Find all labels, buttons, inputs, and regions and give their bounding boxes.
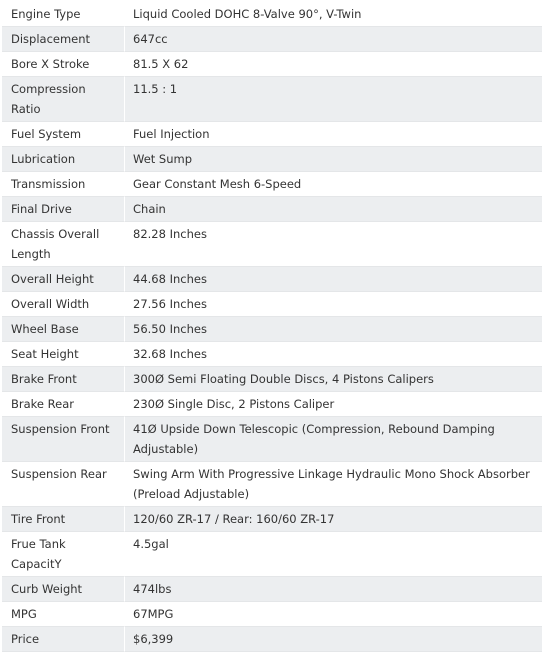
- spec-row: [2, 52, 542, 77]
- spec-row: [2, 197, 542, 222]
- spec-row: [2, 342, 542, 367]
- spec-value: 300Ø Semi Floating Double Discs, 4 Pistons Calipers: [124, 367, 542, 392]
- spec-label: Price: [2, 627, 124, 652]
- spec-row: [2, 417, 542, 462]
- spec-value: 474lbs: [124, 577, 542, 602]
- spec-label: Brake Rear: [2, 392, 124, 417]
- spec-value: 11.5 : 1: [124, 77, 542, 122]
- spec-label: Tire Front: [2, 507, 124, 532]
- spec-value: $6,399: [124, 627, 542, 652]
- spec-value: 67MPG: [124, 602, 542, 627]
- spec-label: Chassis Overall Length: [2, 222, 124, 267]
- spec-row: [2, 27, 542, 52]
- spec-value: Fuel Injection: [124, 122, 542, 147]
- spec-row: [2, 392, 542, 417]
- spec-value: Gear Constant Mesh 6-Speed: [124, 172, 542, 197]
- spec-label: Overall Height: [2, 267, 124, 292]
- spec-label: Suspension Rear: [2, 462, 124, 507]
- spec-label: Engine Type: [2, 2, 124, 27]
- spec-row: [2, 317, 542, 342]
- spec-label: Displacement: [2, 27, 124, 52]
- spec-row: [2, 2, 542, 27]
- spec-label: Brake Front: [2, 367, 124, 392]
- spec-label: Wheel Base: [2, 317, 124, 342]
- spec-value: Wet Sump: [124, 147, 542, 172]
- spec-value: 647cc: [124, 27, 542, 52]
- specifications-table-body: [2, 2, 542, 652]
- spec-row: [2, 77, 542, 122]
- spec-row: [2, 462, 542, 507]
- spec-label: Frue Tank CapacitY: [2, 532, 124, 577]
- spec-value: Chain: [124, 197, 542, 222]
- spec-row: [2, 532, 542, 577]
- spec-row: [2, 147, 542, 172]
- spec-row: [2, 367, 542, 392]
- spec-label: Seat Height: [2, 342, 124, 367]
- spec-row: [2, 122, 542, 147]
- spec-value: 27.56 Inches: [124, 292, 542, 317]
- spec-value: 32.68 Inches: [124, 342, 542, 367]
- specifications-table: [2, 2, 542, 652]
- spec-label: Curb Weight: [2, 577, 124, 602]
- spec-value: Swing Arm With Progressive Linkage Hydraulic Mono Shock Absorber (Preload Adjustable): [124, 462, 542, 507]
- spec-row: [2, 627, 542, 652]
- spec-value: Liquid Cooled DOHC 8-Valve 90°, V-Twin: [124, 2, 542, 27]
- spec-row: [2, 602, 542, 627]
- spec-label: Bore X Stroke: [2, 52, 124, 77]
- spec-label: Fuel System: [2, 122, 124, 147]
- spec-value: 44.68 Inches: [124, 267, 542, 292]
- spec-label: Final Drive: [2, 197, 124, 222]
- spec-row: [2, 292, 542, 317]
- spec-value: 120/60 ZR-17 / Rear: 160/60 ZR-17: [124, 507, 542, 532]
- spec-value: 56.50 Inches: [124, 317, 542, 342]
- spec-label: Lubrication: [2, 147, 124, 172]
- spec-row: [2, 577, 542, 602]
- spec-value: 81.5 X 62: [124, 52, 542, 77]
- spec-label: Suspension Front: [2, 417, 124, 462]
- spec-value: 82.28 Inches: [124, 222, 542, 267]
- spec-value: 41Ø Upside Down Telescopic (Compression, Rebound Damping Adjustable): [124, 417, 542, 462]
- spec-row: [2, 267, 542, 292]
- spec-label: Overall Width: [2, 292, 124, 317]
- spec-label: Transmission: [2, 172, 124, 197]
- spec-row: [2, 507, 542, 532]
- spec-row: [2, 172, 542, 197]
- spec-label: Compression Ratio: [2, 77, 124, 122]
- spec-value: 4.5gal: [124, 532, 542, 577]
- spec-label: MPG: [2, 602, 124, 627]
- spec-value: 230Ø Single Disc, 2 Pistons Caliper: [124, 392, 542, 417]
- spec-row: [2, 222, 542, 267]
